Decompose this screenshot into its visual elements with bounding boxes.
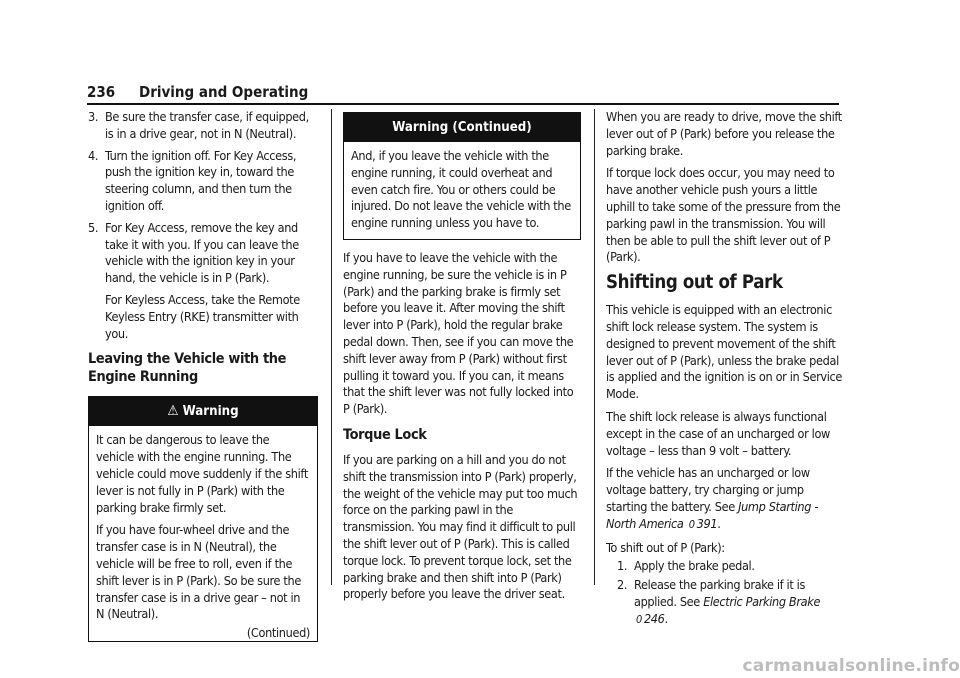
warning-header	[344, 113, 580, 142]
column-divider	[331, 109, 332, 585]
continued-label: (Continued)	[246, 625, 310, 641]
paragraph: When you are ready to drive, move the shift lever out of P (Park) before you release the parking brake.	[606, 109, 842, 158]
paragraph: If the vehicle has an uncharged or low voltage battery, try charging or jump starting the battery. See Jump Starting - North America 0 391.	[606, 465, 819, 531]
column-divider	[594, 109, 595, 585]
page-header	[87, 83, 839, 105]
warning-box	[88, 396, 318, 642]
column-1	[88, 109, 318, 652]
step-text: Apply the brake pedal.	[634, 558, 755, 574]
list-item	[88, 109, 318, 143]
warning-box	[343, 112, 581, 240]
paragraph: If you are parking on a hill and you do not shift the transmission into P (Park) properly, the weight of the vehicle may put too much force on the parking pawl in the transmission. You may find it difficult to pull the shift lever out of P (Park). This is called torque lock. To prevent torque lock, set the parking brake and then shift into P (Park) properly before you leave the driver seat.	[343, 451, 578, 602]
paragraph: If torque lock does occur, you may need to have another vehicle push yours a little uphill to take some of the pressure from the parking pawl in the transmission. You will then be able to pull the shift lever out of P (Park).	[606, 165, 841, 265]
step-number: 2.	[617, 577, 628, 593]
warning-body	[89, 426, 317, 641]
paragraph: This vehicle is equipped with an electronic shift lock release system. The system is designed to prevent movement of the shift lever out of P (Park), unless the brake pedal is applied and the ignition is on or in Service Mode.	[606, 302, 843, 402]
paragraph: If you have to leave the vehicle with the engine running, be sure the vehicle is in P (Park) and the parking brake is firmly set before you leave it. After moving the shift lever into P (Park), hold the regular brake pedal down. Then, see if you can move the shift lever away from P (Park) without first pulling it toward you. If you can, it means that the shift lever was not fully locked into P (Park).	[343, 249, 574, 417]
column-2	[343, 112, 581, 609]
step-text: Be sure the transfer case, if equipped, is in a drive gear, not in N (Neutral).	[105, 109, 309, 141]
page-number: 236	[87, 83, 116, 101]
watermark: carmanualsonline.info	[742, 656, 960, 676]
warning-paragraph: And, if you leave the vehicle with the engine running, it could overheat and even catch fire. You or others could be injured. Do not leave the vehicle with the engine running unless you have to.	[351, 148, 571, 231]
warning-title: Warning	[182, 404, 239, 420]
header-rule	[87, 103, 839, 105]
warning-paragraph: It can be dangerous to leave the vehicle with the engine running. The vehicle could move suddenly if the shift lever is not fully in P (Park) with the parking brake firmly set.	[96, 432, 308, 515]
warning-header	[89, 397, 317, 426]
heading-torque-lock: Torque Lock	[343, 426, 427, 443]
step-subtext: For Keyless Access, take the Remote Keyless Entry (RKE) transmitter with you.	[105, 291, 300, 341]
heading-shifting-out-of-park: Shifting out of Park	[606, 272, 783, 294]
steps-list	[88, 109, 318, 342]
xref-link[interactable]: Electric Parking Brake 0 246	[636, 593, 821, 626]
warning-body	[344, 142, 580, 239]
section-title: Driving and Operating	[139, 83, 309, 101]
list-item	[88, 148, 318, 215]
step-number: 1.	[617, 558, 628, 574]
warning-triangle-icon: ⚠	[167, 403, 179, 420]
xref-link[interactable]: Jump Starting - North America 0 391	[606, 498, 819, 531]
list-item	[617, 558, 844, 575]
list-item	[88, 220, 318, 343]
step-text: For Key Access, remove the key and take it with you. If you can leave the vehicle with the ignition key in your hand, the vehicle is in P (Park).	[105, 219, 299, 286]
column-3	[606, 109, 844, 634]
step-text: Turn the ignition off. For Key Access, push the ignition key in, toward the steering column, and then turn the ignition off.	[105, 147, 297, 213]
step-number: 5.	[88, 219, 99, 235]
list-item: 2. Release the parking brake if it is applied. See Electric Parking Brake 0 246.	[617, 577, 821, 626]
page-reference-icon: 0	[636, 612, 642, 626]
step-number: 4.	[88, 147, 99, 163]
paragraph: The shift lock release is always functional except in the case of an uncharged or low voltage – less than 9 volt – battery.	[606, 408, 830, 458]
heading-leaving-vehicle: Leaving the Vehicle with the Engine Running	[88, 351, 287, 386]
step-text: Release the parking brake if it is applied. See	[634, 577, 806, 609]
paragraph: To shift out of P (Park):	[606, 539, 725, 555]
warning-title: Warning (Continued)	[392, 120, 532, 135]
page-reference-icon: 0	[688, 517, 695, 531]
warning-paragraph: If you have four-wheel drive and the transfer case is in N (Neutral), the vehicle will be free to roll, even if the shift lever is in P (Park). So be sure the transfer case is in a drive gear – not in N (Neutral).	[96, 522, 301, 622]
steps-list	[617, 558, 844, 628]
step-number: 3.	[88, 109, 99, 124]
